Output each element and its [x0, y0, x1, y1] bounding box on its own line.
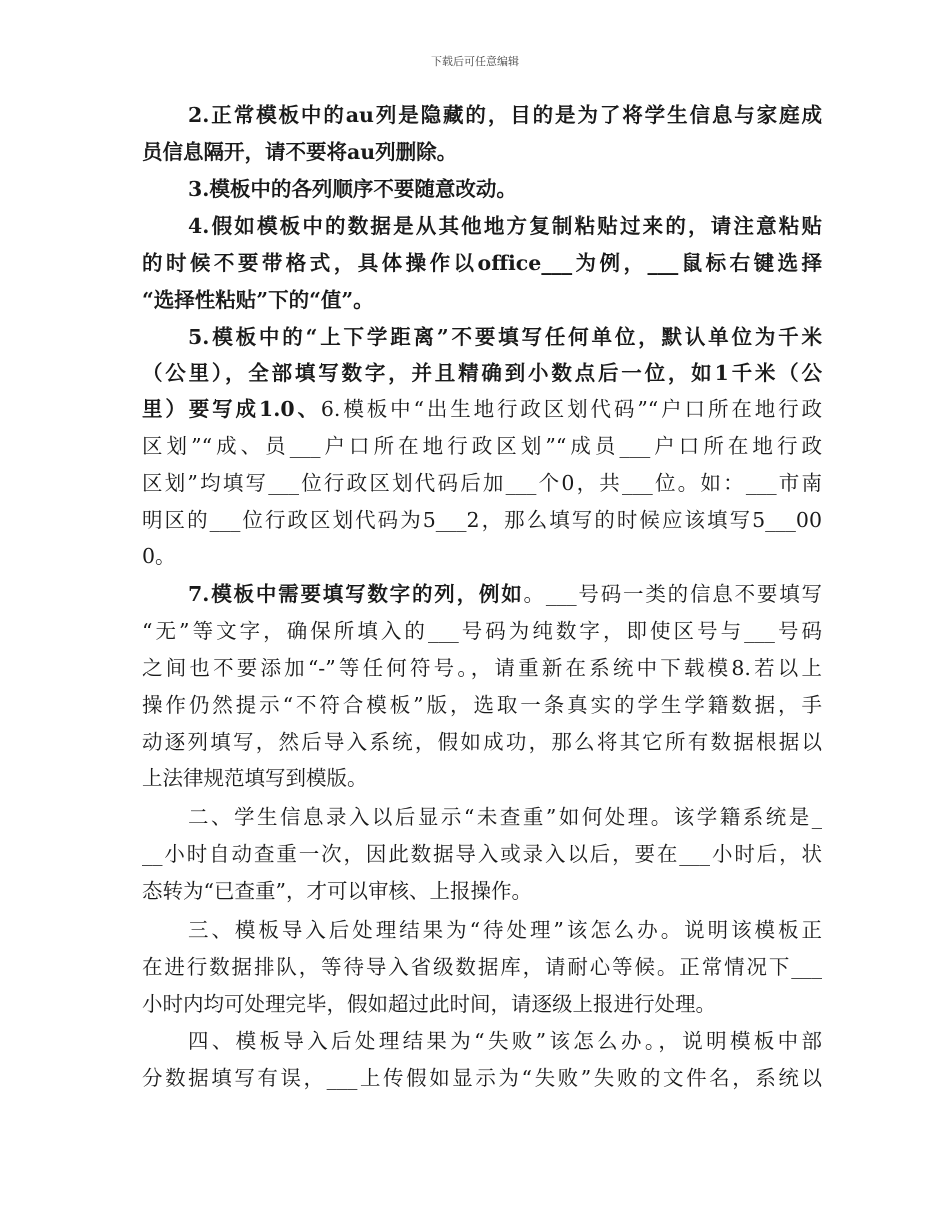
text-line: 态转为“已查重”，才可以审核、上报操作。	[142, 879, 532, 903]
text-line: 明区的___位行政区划代码为5___2，那么填写的时候应该填写5___00	[142, 508, 822, 532]
text-line: 5.模板中的“上下学距离”不要填写任何单位，默认单位为千米	[188, 325, 822, 349]
text-line: 区划”均填写___位行政区划代码后加___个0，共___位。如：___市南	[142, 471, 822, 495]
text-line: 3.模板中的各列顺序不要随意改动。	[188, 177, 517, 201]
text-line	[142, 396, 822, 422]
text-line: 区划”“成、员___户口所在地行政区划”“成员___户口所在地行政	[142, 434, 822, 458]
text-line: 四、模板导入后处理结果为“失败”该怎么办。，说明模板中部	[188, 1029, 822, 1053]
text-line: （公里），全部填写数字，并且精确到小数点后一位，如1千米（公	[142, 361, 822, 385]
text-line: “无”等文字，确保所填入的___号码为纯数字，即使区号与___号码	[142, 619, 822, 643]
text-segment: 里）要写成1.0、	[142, 397, 321, 421]
text-segment: 。___号码一类的信息不要填写	[523, 582, 823, 606]
text-line: 之间也不要添加“-”等任何符号。，请重新在系统中下载模8.若以上	[142, 656, 822, 680]
text-line: 小时内均可处理完毕，假如超过此时间，请逐级上报进行处理。	[142, 992, 716, 1016]
text-line: 三、模板导入后处理结果为“待处理”该怎么办。说明该模板正	[188, 918, 822, 942]
text-line: 的时候不要带格式，具体操作以office___为例，___鼠标右键选择	[142, 251, 822, 275]
page-header: 下载后可任意编辑	[431, 55, 519, 68]
text-segment: 6.模板中“出生地行政区划代码”“户口所在地行政	[320, 397, 822, 421]
text-line: 操作仍然提示“不符合模板”版，选取一条真实的学生学籍数据，手	[142, 693, 822, 717]
text-line: __小时自动查重一次，因此数据导入或录入以后，要在___小时后，状	[142, 842, 822, 866]
text-line: 员信息隔开，请不要将au列删除。	[142, 140, 458, 164]
text-line: 0。	[142, 544, 176, 568]
text-line: “选择性粘贴”下的“值”。	[142, 288, 374, 312]
text-segment: 7.模板中需要填写数字的列，例如	[188, 582, 524, 606]
text-line	[188, 581, 822, 607]
text-line: 4.假如模板中的数据是从其他地方复制粘贴过来的，请注意粘贴	[188, 214, 822, 238]
text-line: 分数据填写有误，___上传假如显示为“失败”失败的文件名，系统以	[142, 1066, 822, 1090]
text-line: 上法律规范填写到模版。	[142, 766, 368, 790]
text-line: 在进行数据排队，等待导入省级数据库，请耐心等候。正常情况下___	[142, 955, 822, 979]
text-line: 二、学生信息录入以后显示“未查重”如何处理。该学籍系统是_	[188, 805, 822, 829]
text-line: 动逐列填写，然后导入系统，假如成功，那么将其它所有数据根据以	[142, 730, 822, 754]
text-line: 2.正常模板中的au列是隐藏的，目的是为了将学生信息与家庭成	[188, 103, 822, 127]
